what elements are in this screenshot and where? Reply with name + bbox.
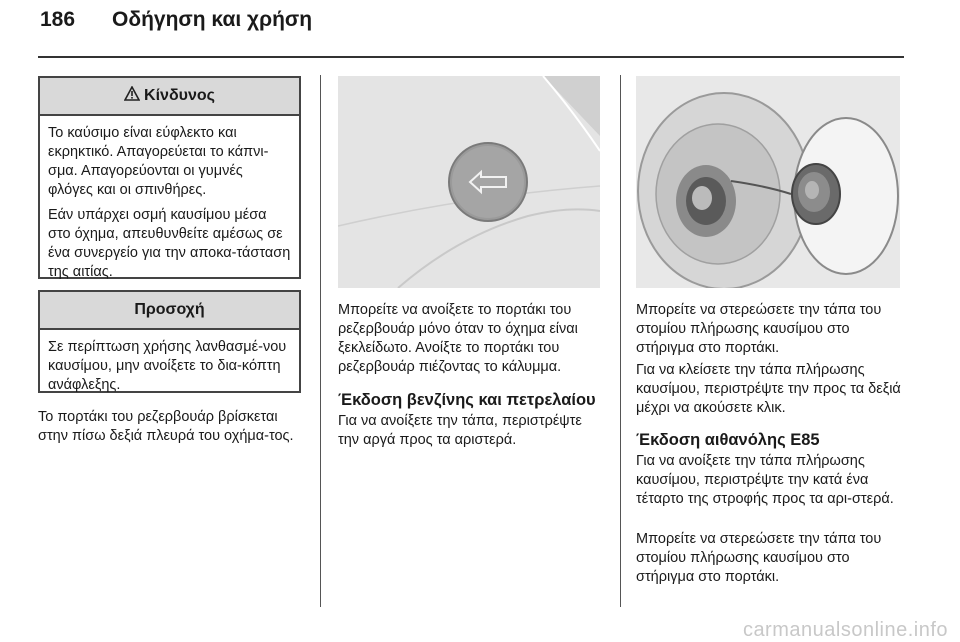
e85-opening-text: Για να ανοίξετε την τάπα πλήρωσης καυσίμου, περιστρέψτε την κατά ένα τέταρτο της στροφής προς τα αρι-στερά. [636, 453, 894, 507]
column-divider-1 [320, 75, 321, 607]
petrol-diesel-heading: Έκδοση βενζίνης και πετρελαίου [338, 391, 596, 409]
page-title: Οδήγηση και χρήση [112, 8, 313, 31]
page-number: 186 [40, 8, 76, 31]
danger-box-heading: Κίνδυνος [144, 87, 215, 104]
caution-paragraph: Σε περίπτωση χρήσης λανθασμέ-νου καυσίμου, μην ανοίξετε το δια-κόπτη ανάφλεξης. [48, 339, 287, 393]
cap-holder-text-2: Μπορείτε να στερεώσετε την τάπα του στομίου πλήρωσης καυσίμου στο στήριγμα στο πορτάκι. [636, 531, 882, 585]
watermark: carmanualsonline.info [742, 619, 948, 641]
column-divider-2 [620, 75, 621, 607]
danger-box-header [40, 78, 299, 116]
fuel-door-figure [338, 76, 600, 288]
danger-paragraph-1: Το καύσιμο είναι εύφλεκτο και εκρηκτικό. Απαγορεύεται το κάπνι-σμα. Απαγορεύονται οι γυμνές φλόγες και οι σπινθήρες. [48, 125, 269, 198]
fuel-door-location-text: Το πορτάκι του ρεζερβουάρ βρίσκεται στην πίσω δεξιά πλευρά του οχήμα-τος. [38, 409, 294, 444]
danger-box [38, 76, 301, 279]
caution-box [38, 290, 301, 393]
fuel-cap-figure [636, 76, 900, 288]
header-rule [38, 56, 904, 58]
cap-closing-text: Για να κλείσετε την τάπα πλήρωσης καυσίμου, περιστρέψτε την προς τα δεξιά μέχρι να ακούσετε κλικ. [636, 362, 901, 416]
cap-holder-text-1: Μπορείτε να στερεώσετε την τάπα του στομίου πλήρωσης καυσίμου στο στήριγμα στο πορτάκι. [636, 302, 882, 356]
caution-box-heading: Προσοχή [134, 301, 205, 318]
petrol-diesel-text: Για να ανοίξετε την τάπα, περιστρέψτε την αργά προς τα αριστερά. [338, 413, 582, 448]
e85-heading: Έκδοση αιθανόλης E85 [636, 431, 820, 449]
warning-triangle-icon [124, 86, 140, 106]
caution-box-header [40, 292, 299, 330]
fuel-door-opening-text: Μπορείτε να ανοίξετε το πορτάκι του ρεζερβουάρ μόνο όταν το όχημα είναι ξεκλείδωτο. Ανοίξτε το πορτάκι του ρεζερβουάρ πιέζοντας το κάλυμμα. [338, 302, 578, 375]
danger-paragraph-2: Εάν υπάρχει οσμή καυσίμου μέσα στο όχημα, απευθυνθείτε αμέσως σε ένα συνεργείο για την αποκα-τάσταση της αιτίας. [48, 207, 291, 280]
